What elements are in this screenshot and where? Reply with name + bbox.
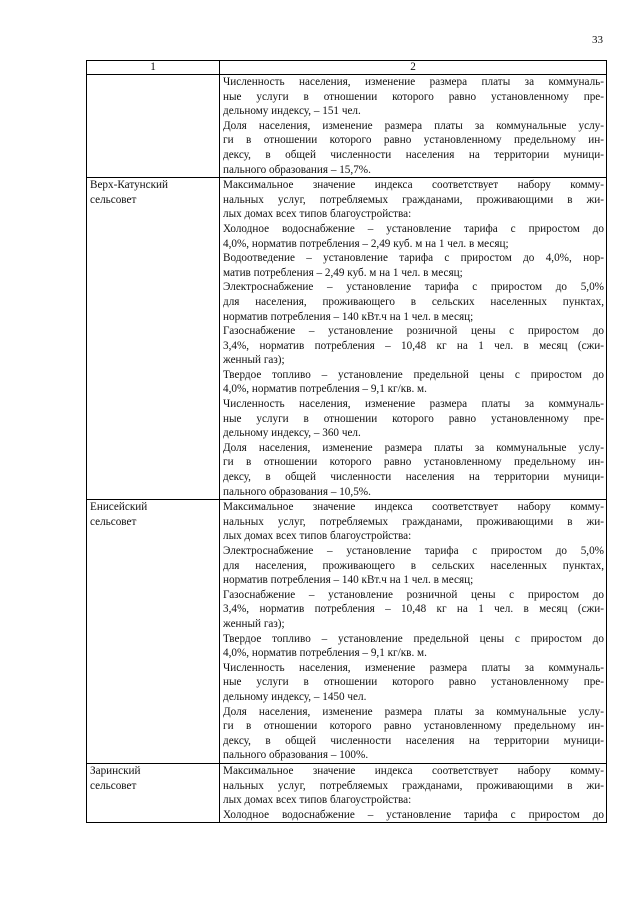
text-line: лых домах всех типов благоустройства: [223,208,412,221]
indicator-description-cell [220,763,607,822]
district-name-cell [87,763,220,822]
text-line: дельному индексу, – 360 чел. [223,427,361,440]
text-line: Численность населения, изменение размера платы за коммуналь- [223,76,604,88]
text-line: ги в отношении которого равно установленному предельному ин- [223,720,604,733]
text-line: матив потребления – 2,49 куб. м на 1 чел. в месяц; [223,266,463,279]
text-line: нальных услуг, потребляемых гражданами, проживающими в жи- [223,515,604,528]
text-line: 4,0%, норматив потребления – 2,49 куб. м на 1 чел. в месяц; [223,237,509,250]
text-line: норматив потребления – 140 кВт.ч на 1 чел. в месяц; [223,574,474,587]
district-name-cell [87,75,220,178]
district-name: Заринский сельсовет [90,764,141,792]
district-name: Верх-Катунский сельсовет [90,179,169,206]
text-line: Доля населения, изменение размера платы за коммунальные услу- [223,441,604,454]
table-row [87,178,607,500]
text-line: Численность населения, изменение размера платы за коммуналь- [223,661,604,674]
text-line: ные услуги в отношении которого равно установленному пре- [223,676,604,689]
text-line: нальных услуг, потребляемых гражданами, проживающими в жи- [223,193,604,206]
column-1-header: 1 [87,61,220,75]
text-line: Численность населения, изменение размера платы за коммуналь- [223,398,604,411]
table-row [87,500,607,764]
text-line: 3,4%, норматив потребления – 10,48 кг на 1 чел. в месяц (сжи- [223,339,604,352]
text-line: 4,0%, норматив потребления – 9,1 кг/кв. м. [223,647,427,660]
text-line: для населения, проживающего в сельских населенных пунктах, [223,295,604,308]
text-line: Холодное водоснабжение – установление тарифа с приростом до [223,808,604,821]
text-line: дельному индексу, – 1450 чел. [223,690,367,703]
indicator-description-cell [220,178,607,500]
text-line: 3,4%, норматив потребления – 10,48 кг на 1 чел. в месяц (сжи- [223,603,604,616]
text-line: Водоотведение – установление тарифа с приростом до 4,0%, нор- [223,252,604,265]
indices-table [86,60,607,823]
text-line: лых домах всех типов благоустройства: [223,530,412,543]
text-line: Холодное водоснабжение – установление тарифа с приростом до [223,222,604,235]
text-line: дельному индексу, – 151 чел. [223,105,361,118]
text-line: Доля населения, изменение размера платы за коммунальные услу- [223,119,604,132]
district-name-cell [87,178,220,500]
page-number: 33 [592,34,603,46]
text-line: пального образования – 100%. [223,749,369,762]
text-line: Электроснабжение – установление тарифа с приростом до 5,0% [223,545,604,557]
text-line: Твердое топливо – установление предельной цены с приростом до [223,368,604,381]
text-line: женный газ); [223,354,285,367]
text-line: Газоснабжение – установление розничной цены с приростом до [223,325,604,338]
text-line: Газоснабжение – установление розничной цены с приростом до [223,588,604,601]
text-line: дексу, в общей численности населения на территории муници- [223,148,604,161]
text-line: 4,0%, норматив потребления – 9,1 кг/кв. м. [223,383,427,396]
text-line: ные услуги в отношении которого равно установленному пре- [223,90,604,103]
table-row [87,75,607,178]
table-row [87,763,607,822]
text-line: пального образования – 15,7%. [223,163,371,176]
text-line: Твердое топливо – установление предельной цены с приростом до [223,632,604,645]
text-line: норматив потребления – 140 кВт.ч на 1 чел. в месяц; [223,310,474,323]
text-line: Максимальное значение индекса соответствует набору комму- [223,179,604,192]
text-line: ги в отношении которого равно установленному предельному ин- [223,456,604,469]
text-line: нальных услуг, потребляемых гражданами, проживающими в жи- [223,779,604,792]
district-name: Енисейский сельсовет [90,501,148,528]
text-line: дексу, в общей численности населения на территории муници- [223,734,604,747]
text-line: Доля населения, изменение размера платы за коммунальные услу- [223,705,604,718]
text-line: Максимальное значение индекса соответствует набору комму- [223,764,604,777]
text-line: Максимальное значение индекса соответствует набору комму- [223,501,604,514]
indicator-description-cell [220,75,607,178]
column-2-header: 2 [220,61,607,75]
text-line: Электроснабжение – установление тарифа с приростом до 5,0% [223,281,604,294]
text-line: женный газ); [223,617,285,630]
district-name-cell [87,500,220,764]
text-line: ные услуги в отношении которого равно установленному пре- [223,412,604,425]
indicator-description-cell [220,500,607,764]
text-line: для населения, проживающего в сельских населенных пунктах, [223,559,604,572]
table-header-row [87,61,607,75]
text-line: лых домах всех типов благоустройства: [223,794,412,807]
text-line: дексу, в общей численности населения на территории муници- [223,471,604,484]
text-line: ги в отношении которого равно установленному предельному ин- [223,134,604,147]
text-line: пального образования – 10,5%. [223,485,371,498]
